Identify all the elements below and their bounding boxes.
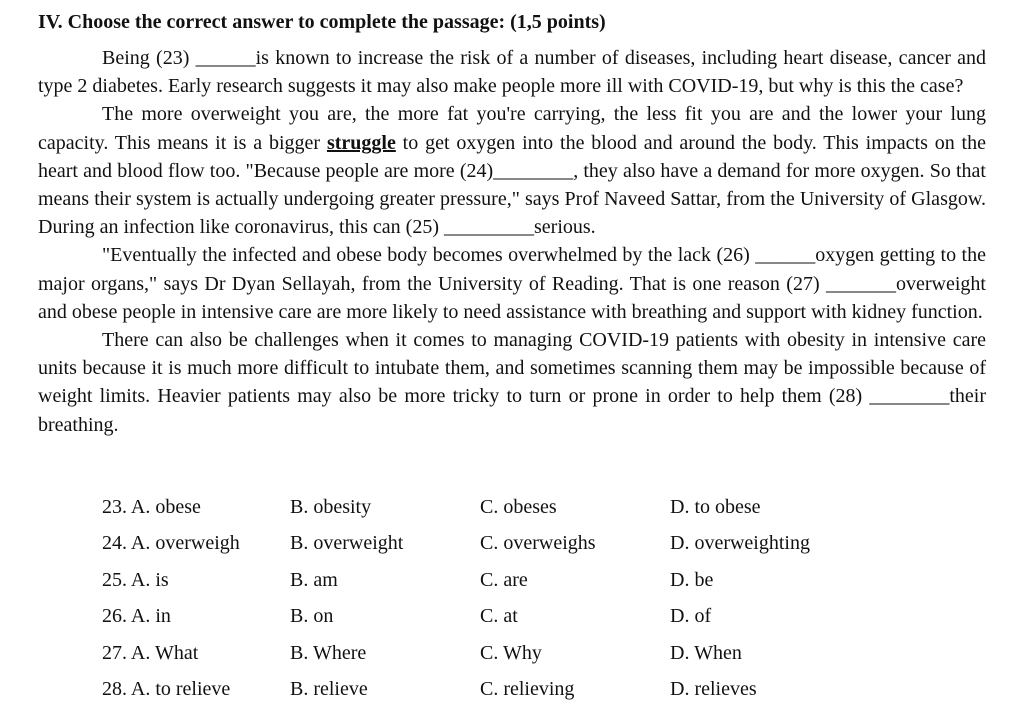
option-a: 25. A. is — [102, 568, 169, 591]
option-c: C. are — [480, 568, 528, 591]
blank-26: ______ — [755, 244, 816, 267]
p2-text-b: to get oxygen into the blood and around the body. This impacts on the heart and blood flow too. "Because people are more (24) — [38, 131, 986, 182]
option-a: 26. A. in — [102, 605, 171, 628]
question-row-25 — [102, 563, 982, 599]
blank-23: ______ — [195, 47, 256, 69]
option-b: B. on — [290, 605, 334, 628]
p3-text-a: "Eventually the infected and obese body becomes overwhelmed by the lack (26) — [102, 244, 756, 267]
section-heading: IV. Choose the correct answer to complete the passage: (1,5 points) — [38, 11, 606, 33]
p4-text-b: their breathing. — [38, 385, 986, 436]
p1-text-a: Being (23) — [102, 47, 196, 69]
p2-text-c: , they also have a demand for more oxygen. So that means their system is actually undergoing greater pressure," says Prof Naveed Sattar, from the University of Glasgow. During an infection like coronavirus, this can (25) — [38, 159, 986, 239]
option-b: B. am — [290, 568, 338, 591]
p3-text-c: overweight and obese people in intensive care are more likely to need assistance with breathing and support with kidney function. — [38, 272, 986, 323]
question-row-23 — [102, 490, 982, 526]
option-d: D. of — [670, 605, 712, 628]
keyword-struggle: struggle — [326, 131, 396, 154]
p1-text-b: is known to increase the risk of a number of diseases, including heart disease, cancer and type 2 diabetes. Early research suggests it may also make people more ill with COVID-19, but why is this the case? — [38, 47, 986, 98]
blank-28: ________ — [869, 385, 950, 408]
option-a: 24. A. overweigh — [102, 532, 240, 555]
option-a: 27. A. What — [102, 641, 199, 664]
p4-text-a: There can also be challenges when it comes to managing COVID-19 patients with obesity in intensive care units because it is much more difficult to intubate them, and sometimes scanning them may be impossible because of weight limits. Heavier patients may also be more tricky to turn or prone in order to help them (28) — [38, 329, 986, 408]
passage-paragraph-4 — [38, 326, 986, 439]
option-a: 28. A. to relieve — [102, 677, 231, 700]
option-c: C. obeses — [480, 496, 557, 518]
option-d: D. to obese — [670, 496, 761, 518]
option-c: C. relieving — [480, 677, 575, 700]
p2-text-d: serious. — [534, 216, 596, 239]
question-row-27 — [102, 636, 982, 672]
option-c: C. Why — [480, 641, 542, 664]
option-b: B. overweight — [290, 532, 404, 555]
question-row-24 — [102, 526, 982, 562]
option-a: 23. A. obese — [102, 496, 201, 518]
reading-passage — [38, 44, 986, 439]
option-c: C. overweighs — [480, 532, 596, 555]
passage-paragraph-3 — [38, 241, 986, 326]
option-d: D. be — [670, 568, 714, 591]
option-b: B. Where — [290, 641, 367, 664]
answer-options — [102, 490, 982, 702]
p2-text-a: The more overweight you are, the more fat you're carrying, the less fit you are and the lower your lung capacity. This means it is a bigger — [38, 103, 986, 154]
option-b: B. relieve — [290, 677, 368, 700]
option-d: D. relieves — [670, 677, 757, 700]
question-row-28 — [102, 672, 982, 702]
option-d: D. overweighting — [670, 532, 810, 555]
question-row-26 — [102, 599, 982, 635]
blank-25: _________ — [444, 216, 534, 239]
p3-text-b: oxygen getting to the major organs," says Dr Dyan Sellayah, from the University of Reading. That is one reason (27) — [38, 244, 986, 295]
option-b: B. obesity — [290, 496, 372, 518]
option-d: D. When — [670, 641, 742, 664]
passage-paragraph-2 — [38, 100, 986, 241]
option-c: C. at — [480, 605, 518, 628]
passage-paragraph-1 — [38, 44, 986, 100]
blank-24: ________ — [493, 159, 574, 182]
blank-27: _______ — [826, 272, 897, 295]
